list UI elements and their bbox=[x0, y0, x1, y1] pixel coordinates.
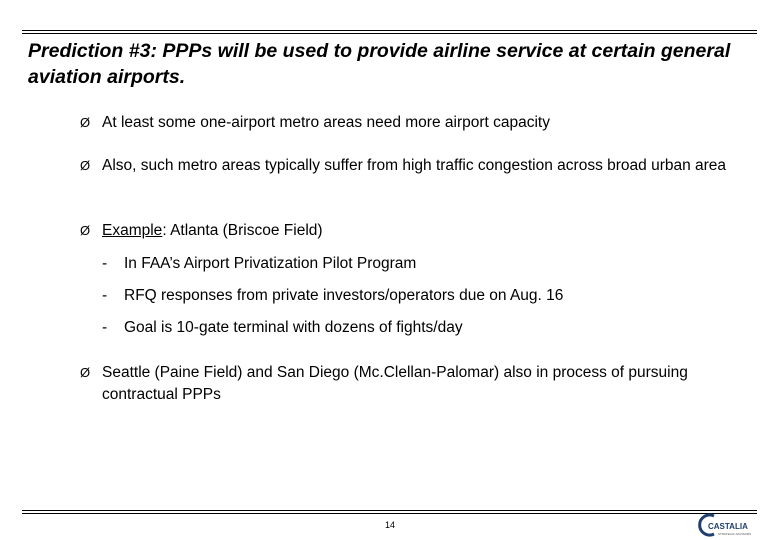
subbullet-2 bbox=[102, 285, 762, 307]
subbullet-3 bbox=[102, 317, 762, 339]
subbullet-text: RFQ responses from private investors/operators due on Aug. 16 bbox=[124, 287, 564, 304]
arrow-bullet-icon: Ø bbox=[80, 115, 91, 130]
arrow-bullet-icon: Ø bbox=[80, 365, 91, 380]
bullet-3 bbox=[80, 220, 760, 242]
arrow-bullet-icon: Ø bbox=[80, 223, 91, 238]
bullet-text: Also, such metro areas typically suffer from high traffic congestion across broad urban area bbox=[102, 157, 727, 174]
bullet-text: Seattle (Paine Field) and San Diego (Mc.Clellan-Palomar) also in process of pursuing contractual PPPs bbox=[102, 364, 688, 403]
bullet-2 bbox=[80, 155, 760, 177]
dash-bullet-icon: - bbox=[102, 255, 108, 272]
subbullet-text: Goal is 10-gate terminal with dozens of fights/day bbox=[124, 319, 463, 336]
bullet-text: : Atlanta (Briscoe Field) bbox=[162, 222, 323, 239]
subbullet-1 bbox=[102, 253, 762, 275]
dash-bullet-icon: - bbox=[102, 287, 108, 304]
page-number: 14 bbox=[384, 520, 395, 530]
dash-bullet-icon: - bbox=[102, 319, 108, 336]
bottom-rule-thin bbox=[22, 513, 757, 514]
bullet-text: At least some one-airport metro areas need more airport capacity bbox=[102, 114, 550, 131]
top-rule-thin bbox=[22, 33, 757, 34]
castalia-logo bbox=[698, 512, 760, 538]
bullet-1 bbox=[80, 112, 760, 134]
bottom-rule bbox=[22, 510, 757, 511]
top-rule bbox=[22, 30, 757, 31]
logo-tagline: STRATEGIC ADVISORS bbox=[718, 532, 752, 536]
slide-title: Prediction #3: PPPs will be used to provide airline service at certain general aviation airports. bbox=[28, 40, 731, 88]
example-label: Example bbox=[102, 222, 163, 239]
subbullet-text: In FAA’s Airport Privatization Pilot Program bbox=[124, 255, 417, 272]
logo-name: CASTALIA bbox=[708, 522, 748, 531]
arrow-bullet-icon: Ø bbox=[80, 158, 91, 173]
bullet-4 bbox=[80, 362, 760, 406]
